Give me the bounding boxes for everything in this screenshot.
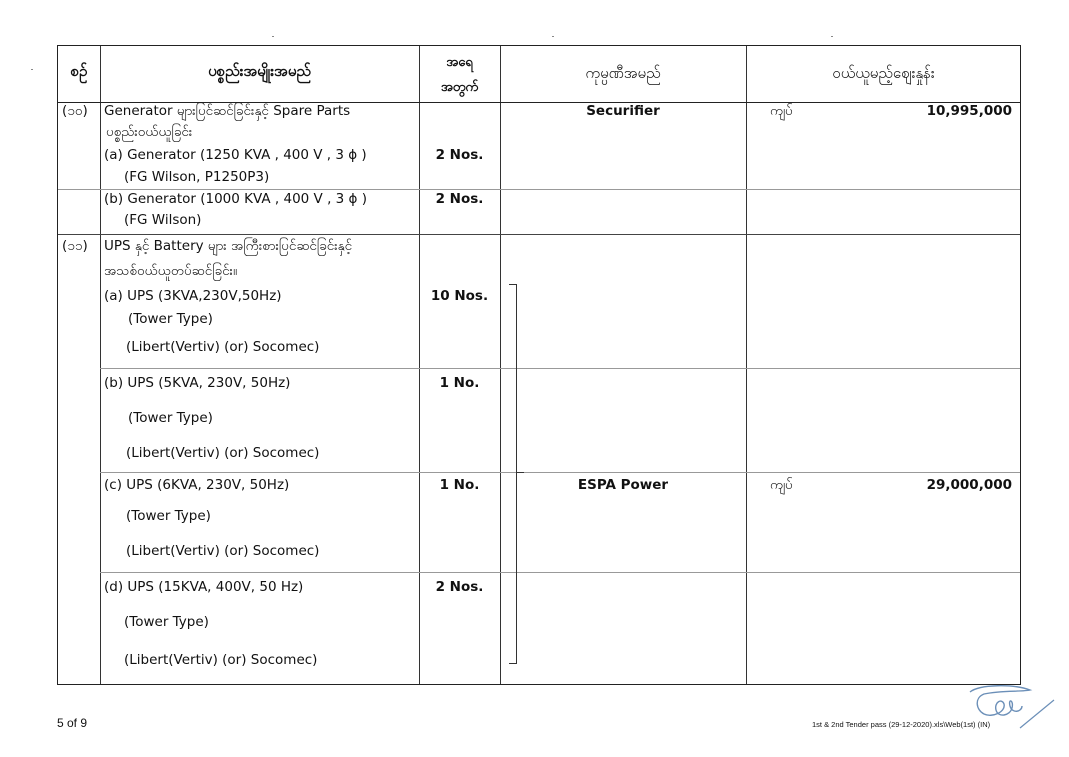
company-name: ESPA Power — [577, 477, 669, 493]
header-price: ဝယ်ယူမည့်ဈေးနှုန်း — [832, 64, 935, 82]
row-divider — [100, 472, 1020, 473]
page-number: 5 of 9 — [57, 716, 88, 730]
item-line1: (b) UPS (5KVA, 230V, 50Hz) — [104, 375, 291, 391]
scan-speck — [272, 36, 274, 37]
item-line3: (Libert(Vertiv) (or) Socomec) — [126, 543, 320, 559]
header-serial: စဉ် — [70, 62, 88, 80]
file-reference: 1st & 2nd Tender pass (29-12-2020).xls\Web(1st) (IN) — [812, 720, 991, 729]
currency-label: ကျပ် — [770, 103, 793, 119]
item-line1: (a) UPS (3KVA,230V,50Hz) — [104, 288, 282, 304]
item-quantity: 2 Nos. — [435, 191, 484, 207]
column-divider — [100, 46, 101, 684]
scan-speck — [552, 36, 554, 37]
row-divider — [100, 368, 1020, 369]
section-serial: (၁၁) — [62, 238, 88, 254]
signature-stroke — [970, 686, 1030, 716]
signature-mark — [962, 680, 1062, 740]
item-line2: (Tower Type) — [124, 614, 209, 630]
item-line3: (Libert(Vertiv) (or) Socomec) — [124, 652, 318, 668]
section-title-line1: UPS နှင့် Battery များ အကြီးစားပြင်ဆင်ခြင်းနှင့် — [104, 238, 353, 254]
grouping-bracket — [508, 284, 517, 664]
currency-label: ကျပ် — [770, 477, 793, 493]
item-quantity: 1 No. — [439, 375, 480, 391]
section-serial: (၁၀) — [62, 103, 88, 119]
item-line2: (Tower Type) — [128, 311, 213, 327]
price-value: 29,000,000 — [926, 477, 1012, 493]
header-company: ကုမ္ပဏီအမည် — [585, 64, 661, 82]
bracket-top-tick — [509, 284, 517, 285]
item-quantity: 2 Nos. — [435, 579, 484, 595]
item-quantity: 10 Nos. — [430, 288, 489, 304]
item-line2: (FG Wilson, P1250P3) — [124, 169, 270, 185]
item-line3: (Libert(Vertiv) (or) Socomec) — [126, 339, 320, 355]
header-quantity-line1: အရေ — [446, 55, 473, 70]
scan-speck — [831, 36, 833, 37]
header-quantity-line2: အတွက် — [440, 80, 479, 95]
item-quantity: 2 Nos. — [435, 147, 484, 163]
item-line1: (a) Generator (1250 KVA , 400 V , 3 ϕ ) — [104, 147, 367, 163]
company-name: Securifier — [586, 103, 660, 119]
header-item-name: ပစ္စည်းအမျိုးအမည် — [208, 62, 311, 80]
price-value: 10,995,000 — [926, 103, 1012, 119]
row-divider — [58, 189, 1020, 190]
item-line1: (d) UPS (15KVA, 400V, 50 Hz) — [104, 579, 304, 595]
item-quantity: 1 No. — [439, 477, 480, 493]
item-line1: (c) UPS (6KVA, 230V, 50Hz) — [104, 477, 290, 493]
bracket-mid-tick — [516, 472, 524, 473]
item-line2: (Tower Type) — [128, 410, 213, 426]
column-divider — [500, 46, 501, 684]
item-line3: (Libert(Vertiv) (or) Socomec) — [126, 445, 320, 461]
item-line1: (b) Generator (1000 KVA , 400 V , 3 ϕ ) — [104, 191, 367, 207]
item-line2: (Tower Type) — [126, 508, 211, 524]
signature-tail — [1020, 700, 1054, 728]
scan-speck — [31, 69, 33, 70]
section-title-line2: အသစ်ဝယ်ယူတပ်ဆင်ခြင်း။ — [104, 263, 238, 279]
bracket-bottom-tick — [509, 663, 517, 664]
row-divider — [100, 572, 1020, 573]
section-title-line1: Generator များပြင်ဆင်ခြင်းနှင့် Spare Parts — [104, 103, 351, 119]
column-divider — [746, 46, 747, 684]
section-title-line2: ပစ္စည်းဝယ်ယူခြင်း — [106, 124, 193, 140]
section-divider — [58, 234, 1020, 235]
item-line2: (FG Wilson) — [124, 212, 202, 228]
